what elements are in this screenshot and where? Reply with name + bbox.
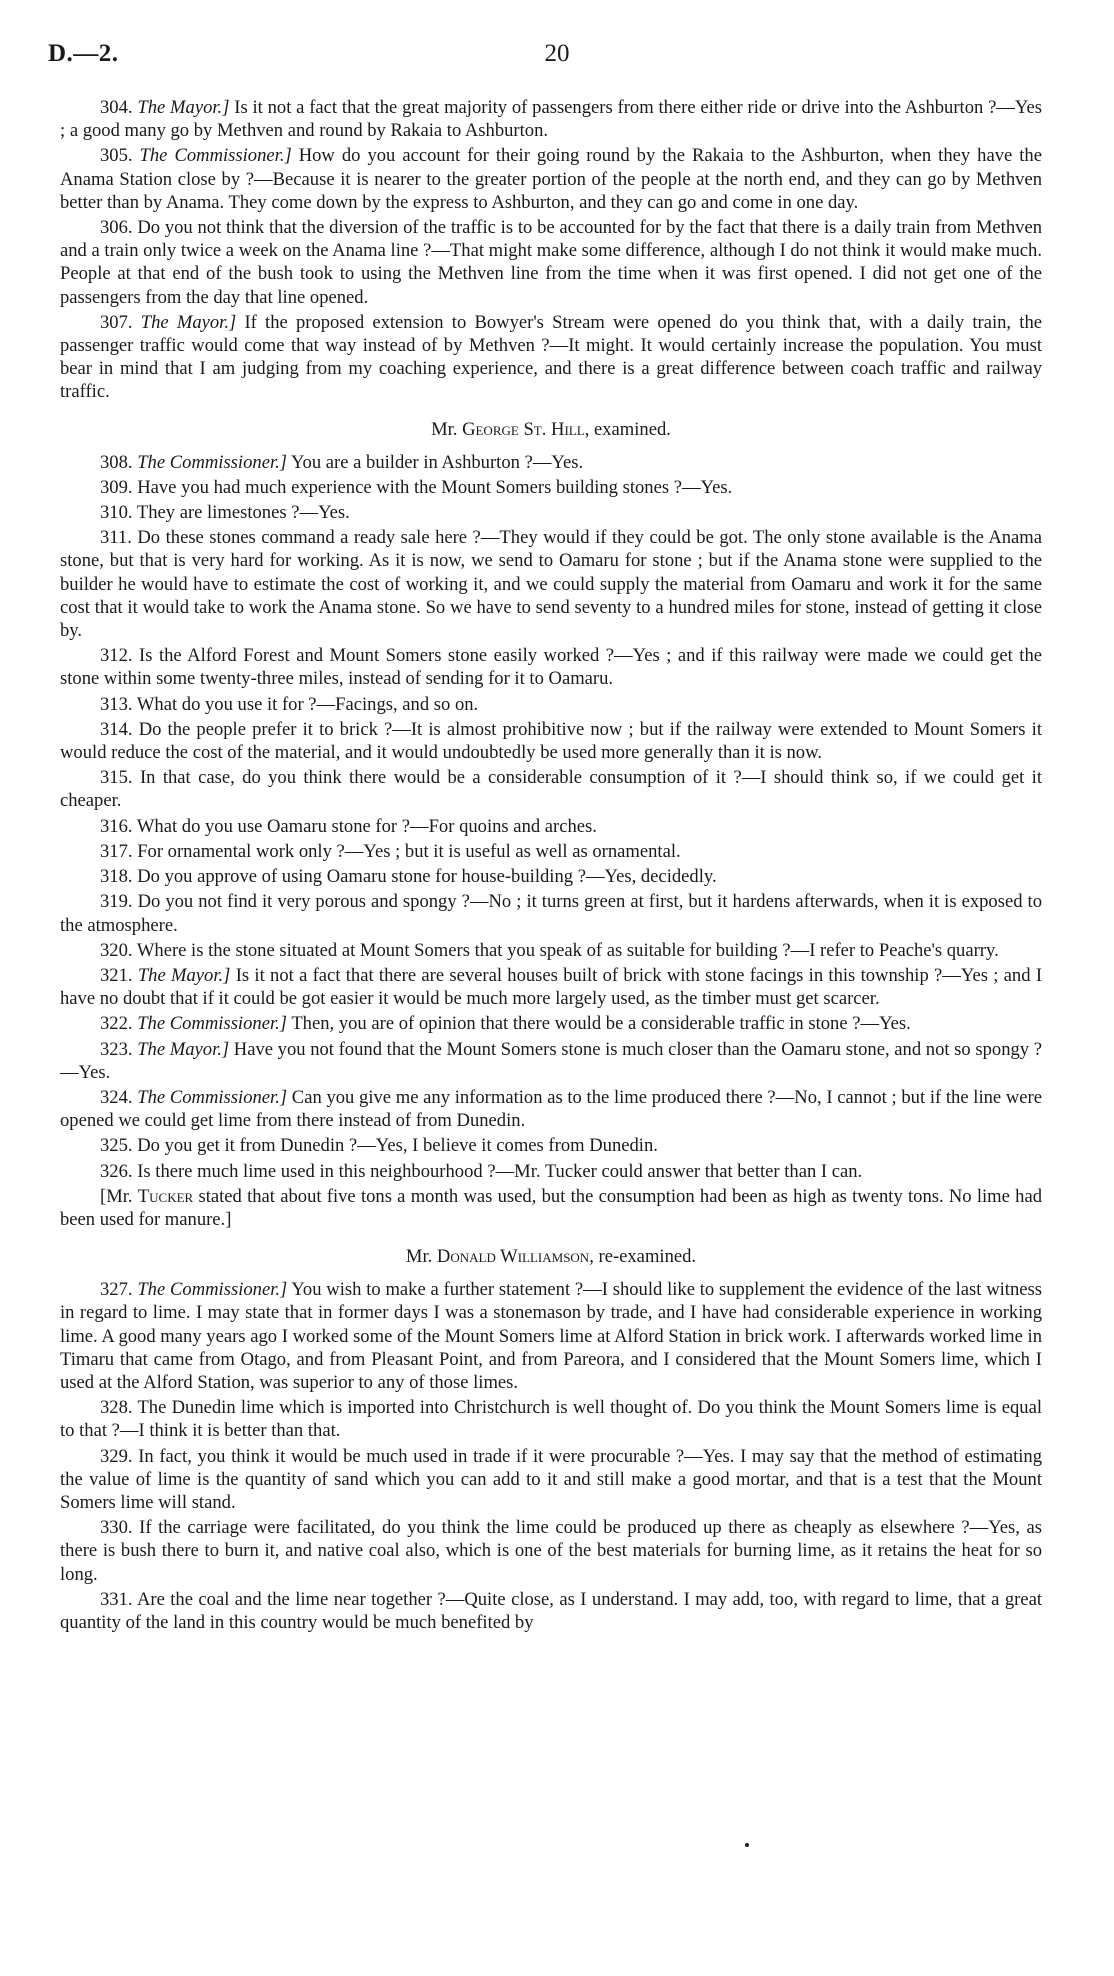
question-text: Do you not think that the diversion of the traffic is to be accounted for by the fact that there is a daily train from Methven and a train only twice a week on the Anama line ?—That might make some difference, although I do not think it would make much. People at that end of the bush took to using the Methven line from the time when it was first opened. I did not get one of the passengers from the day that line opened.	[60, 217, 1042, 308]
question-number: 316.	[100, 815, 133, 837]
question-number: 323.	[100, 1038, 133, 1060]
question-paragraph	[60, 718, 1042, 764]
question-text: Is the Alford Forest and Mount Somers stone easily worked ?—Yes ; and if this railway were made we could get the stone within some twenty-three miles, instead of sending for it to Oamaru.	[60, 645, 1042, 690]
editorial-note	[60, 1185, 1042, 1231]
heading-suffix: , examined.	[584, 418, 671, 440]
question-number: 311.	[100, 527, 132, 549]
question-text: You wish to make a further statement ?—I should like to supplement the evidence of the last witness in regard to lime. I may state that in former days I was a stonemason by trade, and I have had considerable experience in working lime. A good many years ago I worked some of the Mount Somers lime at Alford Station in brick work. I afterwards worked lime in Timaru that came from Otago, and from Pleasant Point, and from Pareora, and I considered that the Mount Somers lime, which I used at the Alford Station, was superior to any of those limes.	[60, 1279, 1042, 1393]
question-text: In fact, you think it would be much used in trade if it were procurable ?—Yes. I may say that the method of estimating the value of lime is the quantity of sand which you can add to it and still make a good mortar, and that is a test that the Mount Somers lime will stand.	[60, 1445, 1042, 1513]
speaker-name: The Mayor.]	[137, 1038, 230, 1060]
question-paragraph	[60, 311, 1042, 404]
question-number: 308.	[100, 451, 133, 473]
question-text: In that case, do you think there would be a considerable consumption of it ?—I should think so, if we could get it cheaper.	[60, 767, 1043, 812]
question-text: Is it not a fact that the great majority of passengers from there either ride or drive into the Ashburton ?—Yes ; a good many go by Methven and round by Rakaia to Ashburton.	[60, 97, 1042, 142]
question-paragraph	[60, 939, 1042, 962]
question-paragraph	[60, 693, 1042, 716]
question-text: You are a builder in Ashburton ?—Yes.	[287, 451, 584, 473]
heading-prefix: Mr.	[405, 1246, 437, 1268]
question-text: Are the coal and the lime near together ?—Quite close, as I understand. I may add, too, with regard to lime, that a great quantity of the land in this country would be much benefited by	[60, 1588, 1042, 1633]
question-text: Where is the stone situated at Mount Somers that you speak of as suitable for building ?—I refer to Peache's quarry.	[136, 939, 999, 961]
question-number: 306.	[100, 217, 133, 239]
question-paragraph	[60, 1012, 1042, 1035]
note-open: [Mr.	[100, 1185, 138, 1207]
question-number: 313.	[100, 693, 133, 715]
question-paragraph	[60, 1278, 1042, 1394]
question-number: 330.	[100, 1517, 133, 1539]
question-text: Do you not find it very porous and spongy ?—No ; it turns green at first, but it hardens afterwards, when it is exposed to the atmosphere.	[60, 891, 1042, 936]
question-paragraph	[60, 144, 1042, 214]
question-number: 327.	[100, 1279, 133, 1301]
question-number: 309.	[100, 476, 133, 498]
question-number: 324.	[100, 1086, 133, 1108]
question-paragraph	[60, 815, 1042, 838]
question-paragraph	[60, 644, 1042, 690]
page-number: 20	[544, 40, 570, 67]
question-text: Do you approve of using Oamaru stone for house-building ?—Yes, decidedly.	[137, 866, 717, 888]
question-number: 315.	[100, 767, 133, 789]
speaker-name: The Mayor.]	[137, 964, 231, 986]
question-number: 326.	[100, 1160, 133, 1182]
question-text: They are limestones ?—Yes.	[136, 502, 350, 524]
question-text: Then, you are of opinion that there would be a considerable traffic in stone ?—Yes.	[287, 1013, 911, 1035]
question-text: Do the people prefer it to brick ?—It is almost prohibitive now ; but if the railway were extended to Mount Somers it would reduce the cost of the material, and it would undoubtedly be used more generally than it is now.	[60, 718, 1042, 764]
question-number: 319.	[100, 891, 133, 913]
heading-suffix: , re-examined.	[589, 1246, 697, 1268]
question-paragraph	[60, 501, 1042, 524]
speaker-name: The Commissioner.]	[139, 145, 292, 167]
question-text: What do you use Oamaru stone for ?—For quoins and arches.	[136, 815, 597, 837]
witness-name: Donald Williamson	[436, 1246, 590, 1268]
question-text: If the carriage were facilitated, do you think the lime could be produced up there as cheaply as elsewhere ?—Yes, as there is bush there to burn it, and native coal also, which is one of the best materials for burning lime, as it retains the heat for so long.	[60, 1517, 1042, 1585]
question-text: Have you had much experience with the Mount Somers building stones ?—Yes.	[137, 476, 733, 498]
question-number: 312.	[100, 645, 133, 667]
question-paragraph	[60, 1160, 1042, 1183]
question-paragraph	[60, 1086, 1042, 1132]
question-paragraph	[60, 964, 1042, 1010]
speaker-name: The Mayor.]	[140, 311, 237, 333]
question-text: How do you account for their going round by the Rakaia to the Ashburton, when they have the Anama Station close by ?—Because it is nearer to the greater portion of the people at the north end, and they can go by Methven better than by Anama. They come down by the express to Ashburton, and they can go and come in one day.	[60, 145, 1042, 213]
question-paragraph	[60, 216, 1042, 309]
question-number: 310.	[100, 502, 133, 524]
question-number: 304.	[100, 97, 133, 118]
question-number: 305.	[100, 145, 133, 167]
speaker-name: The Commissioner.]	[137, 1086, 288, 1108]
document-reference: D.—2.	[48, 40, 119, 67]
question-paragraph	[60, 1396, 1042, 1442]
question-number: 318.	[100, 866, 133, 888]
question-text: Do you get it from Dunedin ?—Yes, I believe it comes from Dunedin.	[137, 1135, 658, 1157]
question-text: For ornamental work only ?—Yes ; but it is useful as well as ornamental.	[137, 840, 681, 862]
question-number: 321.	[100, 964, 133, 986]
question-number: 322.	[100, 1013, 133, 1035]
question-paragraph	[60, 865, 1042, 888]
question-paragraph	[60, 1516, 1042, 1586]
witness-heading	[60, 1245, 1042, 1268]
heading-prefix: Mr.	[431, 418, 463, 440]
witness-name: George St. Hill	[462, 418, 585, 440]
question-paragraph	[60, 840, 1042, 863]
question-paragraph	[60, 890, 1042, 936]
question-text: Do these stones command a ready sale here ?—They would if they could be got. The only stone available is the Anama stone, but that is very hard for working. As it is now, we send to Oamaru for stone ; but if the Anama stone were supplied to the builder he would have to estimate the cost of working it, and we could supply the material from Oamaru and work it for the same cost that it would take to work the Anama stone. So we have to send seventy to a hundred miles for stone, instead of getting it close by.	[60, 527, 1043, 642]
question-text: If the proposed extension to Bowyer's Stream were opened do you think that, with a daily train, the passenger traffic would come that way instead of by Methven ?—It might. It would certainly increase the population. You must bear in mind that I am judging from my coaching experience, and there is a great difference between coach traffic and railway traffic.	[60, 311, 1042, 403]
question-text: What do you use it for ?—Facings, and so on.	[136, 693, 479, 715]
question-number: 331.	[100, 1588, 133, 1610]
question-number: 307.	[100, 311, 133, 333]
page-header	[48, 40, 1066, 80]
question-text: Can you give me any information as to the lime produced there ?—No, I cannot ; but if the line were opened we could get lime from there instead of from Dunedin.	[60, 1086, 1042, 1132]
question-paragraph	[60, 1038, 1042, 1084]
question-paragraph	[60, 766, 1042, 812]
speaker-name: The Commissioner.]	[137, 1013, 288, 1035]
question-number: 325.	[100, 1135, 133, 1157]
question-paragraph	[60, 1445, 1042, 1515]
document-body	[60, 96, 1042, 1636]
question-text: The Dunedin lime which is imported into Christchurch is well thought of. Do you think the Mount Somers lime is equal to that ?—I think it is better than that.	[60, 1397, 1042, 1442]
question-number: 329.	[100, 1445, 133, 1467]
question-paragraph	[60, 476, 1042, 499]
question-text: Have you not found that the Mount Somers stone is much closer than the Oamaru stone, and not so spongy ?—Yes.	[60, 1038, 1042, 1083]
question-paragraph	[60, 526, 1042, 642]
speaker-name: The Commissioner.]	[137, 451, 288, 473]
question-paragraph	[60, 1134, 1042, 1157]
speaker-name: The Commissioner.]	[137, 1279, 288, 1301]
question-text: Is it not a fact that there are several houses built of brick with stone facings in this township ?—Yes ; and I have no doubt that if it could be got easier it would be much more largely used, as the timber must get scarcer.	[60, 964, 1043, 1010]
question-number: 314.	[100, 718, 133, 740]
question-text: Is there much lime used in this neighbourhood ?—Mr. Tucker could answer that better than I can.	[137, 1160, 863, 1182]
question-number: 317.	[100, 840, 133, 862]
ink-speck	[745, 1843, 749, 1847]
question-paragraph	[60, 96, 1042, 142]
witness-heading	[60, 418, 1042, 441]
speaker-name: The Mayor.]	[137, 97, 230, 118]
note-name: Tucker	[137, 1185, 194, 1207]
question-paragraph	[60, 451, 1042, 474]
question-number: 328.	[100, 1397, 133, 1419]
question-number: 320.	[100, 939, 133, 961]
question-paragraph	[60, 1588, 1042, 1634]
note-text: stated that about five tons a month was used, but the consumption had been as high as twenty tons. No lime had been used for manure.]	[60, 1185, 1042, 1230]
